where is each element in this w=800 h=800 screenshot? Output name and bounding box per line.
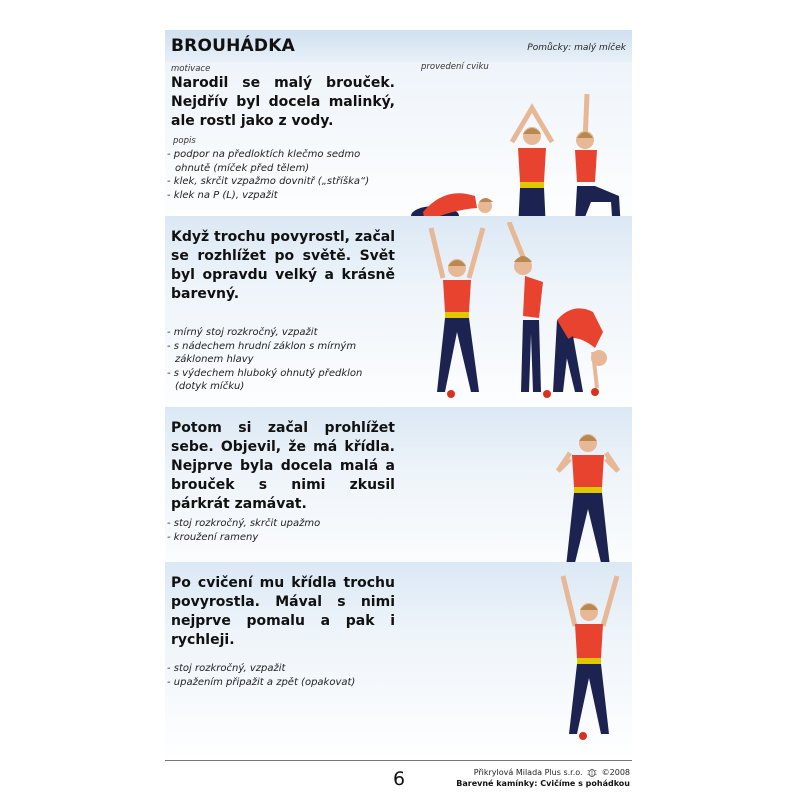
publisher-credit bbox=[474, 768, 630, 777]
story-text: Po cvičení mu křídla trochu povyrostla. Mával s nimi nejprve pomalu a pak i rychleji. bbox=[171, 575, 395, 648]
figure-backbend bbox=[509, 222, 551, 398]
step-item: - stoj rozkročný, skrčit upažmo bbox=[167, 517, 397, 531]
publisher-name: Přikrylová Milada Plus s.r.o. bbox=[473, 768, 583, 777]
figure-forward-fold bbox=[553, 308, 607, 396]
copyright-text: ©2008 bbox=[601, 768, 630, 777]
step-item: - s výdechem hluboký ohnutý předklon (dotyk míčku) bbox=[167, 367, 397, 394]
exercise-steps bbox=[167, 662, 397, 689]
motivation-label: motivace bbox=[171, 64, 211, 74]
figure-stand-arms-up bbox=[431, 228, 483, 398]
figure-arms-bent-shoulders bbox=[558, 434, 618, 573]
step-item: - upažením připažit a zpět (opakovat) bbox=[167, 676, 397, 690]
exercise-photos-3 bbox=[550, 425, 630, 575]
exercise-steps bbox=[167, 148, 397, 202]
step-item: - s nádechem hrudní záklon s mírným záklonem hlavy bbox=[167, 340, 397, 367]
step-item: - podpor na předloktích klečmo sedmo ohnutě (míček před tělem) bbox=[167, 148, 397, 175]
exercise-photos-4 bbox=[555, 568, 630, 744]
figure-lunge-reach bbox=[559, 94, 621, 236]
step-item: - klek na P (L), vzpažit bbox=[167, 189, 397, 203]
beetle-icon bbox=[587, 768, 597, 777]
exercise-steps bbox=[167, 517, 397, 544]
page-number: 6 bbox=[393, 768, 406, 790]
exercise-section-4 bbox=[165, 562, 632, 762]
equipment-note: Pomůcky: malý míček bbox=[527, 43, 626, 53]
exercise-section-2 bbox=[165, 216, 632, 421]
page-title: BROUHÁDKA bbox=[171, 36, 295, 56]
footer-divider bbox=[165, 760, 632, 761]
figure-arms-raised bbox=[563, 576, 617, 740]
description-label: popis bbox=[173, 136, 196, 146]
execution-label: provedení cviku bbox=[421, 62, 489, 72]
exercise-steps bbox=[167, 326, 397, 394]
book-title: Barevné kamínky: Cvičíme s pohádkou bbox=[456, 779, 630, 788]
step-item: - stoj rozkročný, vzpažit bbox=[167, 662, 397, 676]
exercise-section-1 bbox=[165, 62, 632, 234]
exercise-photos-2 bbox=[425, 222, 630, 404]
story-text: Když trochu povyrostl, začal se rozhlížet po světě. Svět byl opravdu velký a krásně barevný. bbox=[171, 229, 395, 302]
story-text: Potom si začal prohlížet sebe. Objevil, že má křídla. Nejprve byla docela malá a brouček s nimi zkusil párkrát zamávat. bbox=[171, 420, 395, 512]
step-item: - mírný stoj rozkročný, vzpažit bbox=[167, 326, 397, 340]
page-header bbox=[165, 30, 632, 62]
story-text: Narodil se malý brouček. Nejdřív byl docela malinký, ale rostl jako z vody. bbox=[171, 75, 395, 129]
worksheet-page bbox=[165, 30, 632, 765]
step-item: - kroužení rameny bbox=[167, 531, 397, 545]
step-item: - klek, skrčit vzpažmo dovnitř („stříška“) bbox=[167, 175, 397, 189]
